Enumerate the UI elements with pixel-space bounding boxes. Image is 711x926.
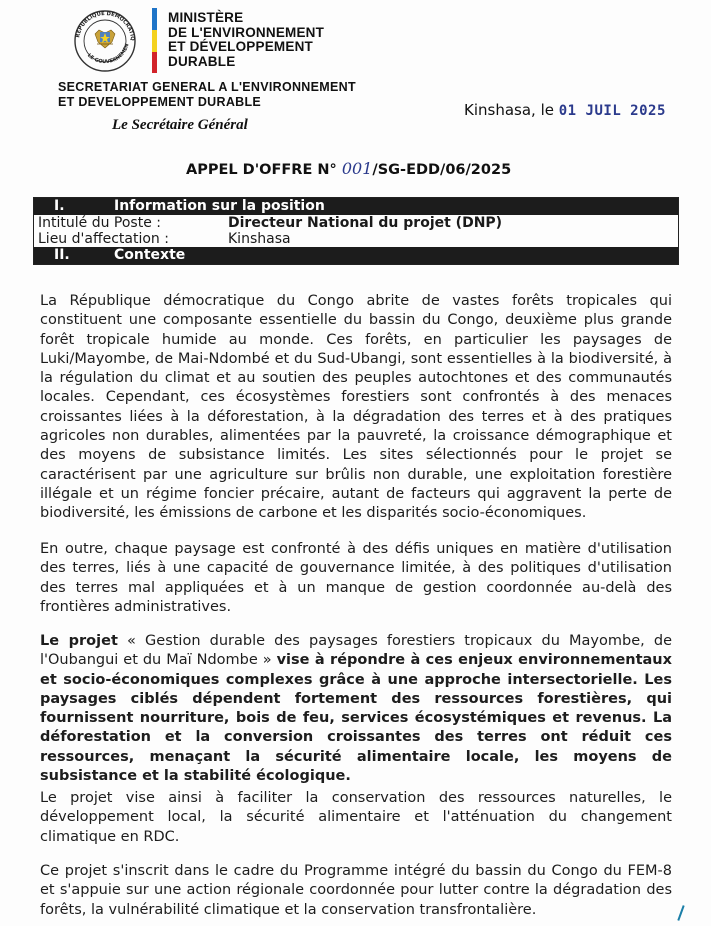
section-number: II. [54,247,70,263]
location-label: Lieu d'affectation : [38,231,169,247]
city-label: Kinshasa, le [464,101,554,119]
flag-red-stripe [152,52,157,73]
pen-mark [677,905,684,921]
ministry-name: MINISTÈRE DE L'ENVIRONNEMENT ET DÉVELOPPEMENT DURABLE [168,10,325,69]
section-label: Information sur la position [114,198,325,214]
project-lead: Le projet [40,633,118,649]
post-label: Intitulé du Poste : [38,215,161,231]
section-header-information [34,198,678,215]
flag-blue-stripe [152,8,157,30]
context-paragraph-1: La République démocratique du Congo abrite de vastes forêts tropicales qui constituent une composante essentielle du bassin du Congo, deuxième plus grande forêt tropicale humide au monde. Ces forêts, en particulier les paysages de Luki/Mayombe, de Mai-Ndombé et du Sud-Ubangi, sont essentielles à la biodiversité, à la régulation du climat et au soutien des peuples autochtones et des communautés locales. Cependant, ces écosystèmes forestiers sont confrontés à des menaces croissantes liées à la déforestation, à la dégradation des terres et à des pratiques agricoles non durables, alimentées par la pauvreté, la croissance démographique et des moyens de subsistance limités. Les sites sélectionnés pour le projet se caractérisent par une agriculture sur brûlis non durable, une exploitation forestière illégale et un régime foncier précaire, autant de facteurs qui aggravent la perte de biodiversité, les émissions de carbone et les disparités socio-économiques. [40,293,672,522]
date-stamp: 01 JUIL 2025 [558,103,666,119]
location-row [34,231,678,247]
flag-bar [152,8,157,73]
project-objective: vise à répondre à ces enjeux environnementaux et socio-économiques complexes grâce à une approche intersectorielle. Les paysages ciblés dépendent fortement des ressources forestières, qui fournissent nourriture, bois de feu, services écosystémiques et revenus. La déforestation et la conversion croissantes des terres ont réduit ces ressources, menaçant la sécurité alimentaire locale, les moyens de subsistance et la stabilité écologique. [40,652,672,785]
context-paragraph-5: Ce projet s'inscrit dans le cadre du Programme intégré du bassin du Congo du FEM-8 et s'appuie sur une action régionale coordonnée pour lutter contre la dégradation des forêts, la vulnérabilité climatique et la conservation transfrontalière. [40,863,672,918]
location-value: Kinshasa [228,231,291,247]
date-line [464,101,666,119]
government-seal [60,8,150,74]
seal-text-top: RÉPUBLIQUE DÉMOCRATIQ [75,10,136,41]
project-title: « Gestion durable des paysages forestiers tropicaux du Mayombe, de l'Oubangui et du Maï Ndombe » [40,633,672,669]
flag-yellow-stripe [152,30,157,52]
section-label: Contexte [114,247,186,263]
context-paragraph-4: Le projet vise ainsi à faciliter la conservation des ressources naturelles, le développement local, la sécurité alimentaire et l'atténuation du changement climatique en RDC. [40,790,672,845]
section-header-context [34,247,678,264]
tender-number: 001 [341,159,373,178]
tender-prefix: APPEL D'OFFRE N° [186,162,337,178]
section-number: I. [54,198,65,214]
context-paragraph-2: En outre, chaque paysage est confronté à des défis uniques en matière d'utilisation des terres, liés à une capacité de gouvernance limitée, à des politiques d'utilisation des terres mal appliquées et à un manque de gestion coordonnée au-delà des frontières administratives. [40,541,672,615]
tender-suffix: /SG-EDD/06/2025 [372,162,512,178]
tender-reference [186,159,511,178]
seal-text-bottom: LE GOUVERNEMEN [86,42,131,66]
post-value: Directeur National du projet (DNP) [228,215,503,231]
context-paragraph-3 [40,632,672,786]
position-table [33,197,679,265]
post-row [34,215,678,231]
secretary-title: Le Secrétaire Général [112,117,248,133]
secretariat-name: SECRETARIAT GENERAL A L'ENVIRONNEMENT ET DEVELOPPEMENT DURABLE [58,80,356,109]
